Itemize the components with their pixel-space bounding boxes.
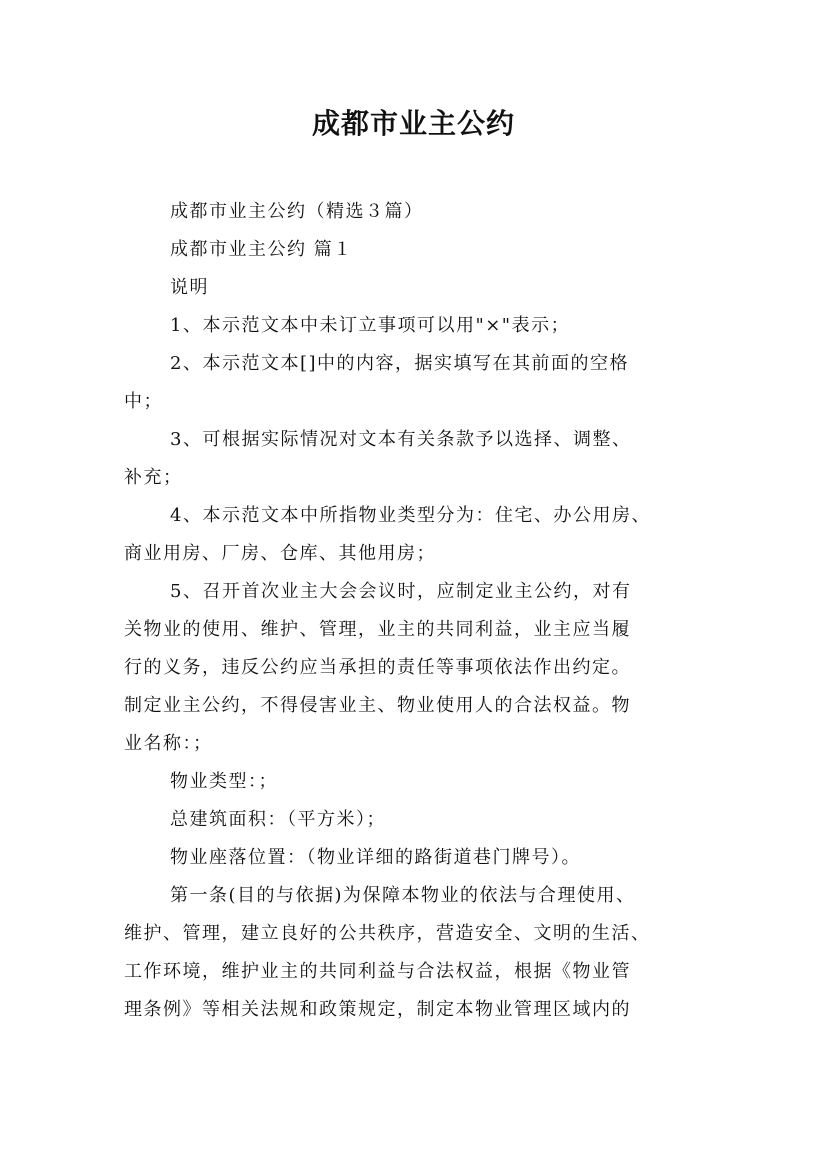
- text-line: 4、本示范文本中所指物业类型分为：住宅、办公用房、: [170, 505, 651, 526]
- text-line: 成都市业主公约 篇１: [170, 239, 353, 260]
- text-line: 说明: [170, 277, 209, 298]
- text-line: 总建筑面积：（平方米）；: [170, 809, 386, 830]
- text-line: 5、召开首次业主大会会议时，应制定业主公约，对有: [170, 581, 632, 602]
- text-line: 行的义务，违反公约应当承担的责任等事项依法作出约定。: [124, 657, 631, 678]
- text-line: 物业座落位置：（物业详细的路街道巷门牌号）。: [170, 847, 581, 868]
- text-line: 补充；: [124, 467, 183, 488]
- text-line: 商业用房、厂房、仓库、其他用房；: [124, 543, 436, 564]
- document-title: 成都市业主公约: [311, 107, 515, 140]
- text-line: 理条例》等相关法规和政策规定，制定本物业管理区域内的: [124, 999, 631, 1020]
- text-line: 3、可根据实际情况对文本有关条款予以选择、调整、: [170, 429, 632, 450]
- text-line: 第一条(目的与依据)为保障本物业的依法与合理使用、: [170, 885, 636, 906]
- text-line: 业名称：；: [124, 733, 213, 754]
- text-line: 工作环境，维护业主的共同利益与合法权益，根据《物业管: [124, 961, 631, 982]
- text-line: 中；: [124, 391, 163, 412]
- text-line: 制定业主公约，不得侵害业主、物业使用人的合法权益。物: [124, 695, 631, 716]
- text-line: 维护、管理，建立良好的公共秩序，营造安全、文明的生活、: [124, 923, 651, 944]
- text-line: 关物业的使用、维护、管理，业主的共同利益，业主应当履: [124, 619, 631, 640]
- document-body: [124, 193, 714, 1029]
- text-line: 成都市业主公约（精选３篇）: [170, 201, 424, 222]
- text-line: 1、本示范文本中未订立事项可以用"×"表示；: [170, 315, 571, 336]
- body-lines: [124, 193, 714, 1029]
- text-line: 2、本示范文本[]中的内容，据实填写在其前面的空格: [170, 353, 629, 374]
- text-line: 物业类型：；: [170, 771, 278, 792]
